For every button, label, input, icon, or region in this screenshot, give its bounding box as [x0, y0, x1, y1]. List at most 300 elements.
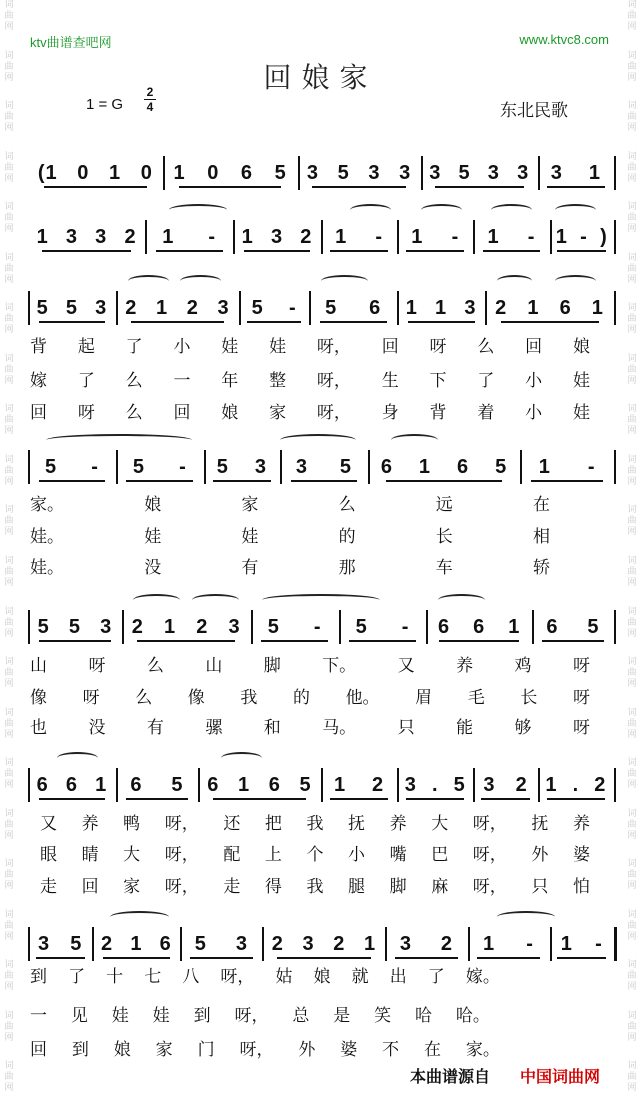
notation-bar	[397, 770, 473, 800]
lyric-syllable: 就	[351, 967, 369, 987]
watermark-char: 词	[4, 252, 14, 263]
note: 3	[254, 455, 267, 478]
note: 3	[487, 161, 500, 184]
watermark-char: 词	[4, 303, 14, 314]
watermark-char: 曲	[4, 112, 14, 123]
notation-row	[28, 158, 614, 188]
notation-bar	[116, 452, 204, 482]
lyric-syllable: 回	[381, 337, 399, 357]
lyric-syllable: 呀，	[220, 967, 255, 987]
lyric-syllable: 娃	[572, 371, 590, 391]
note: 3	[100, 615, 113, 638]
watermark-char: 词	[4, 859, 14, 870]
lyric-syllable: 背	[30, 337, 47, 357]
note: 1	[363, 932, 377, 955]
note: 3	[235, 932, 248, 955]
lyric-syllable: 么	[477, 337, 495, 357]
lyric-syllable: 的	[338, 527, 356, 547]
watermark-char: 网	[627, 578, 637, 589]
lyric-syllable: 我	[306, 814, 324, 834]
lyric-syllable: 哈。	[455, 1006, 490, 1026]
notation-bar	[198, 770, 321, 800]
barline	[180, 927, 182, 961]
note: 5	[274, 161, 287, 184]
watermark-char: 词	[627, 101, 637, 112]
watermark-char: 网	[4, 679, 14, 690]
watermark-char: 网	[4, 1083, 14, 1094]
watermark-char: 词	[4, 353, 14, 364]
watermark-char: 网	[4, 173, 14, 184]
notation-bar	[239, 293, 309, 323]
lyric-syllable: 又	[397, 656, 415, 676]
lyric-syllable: 起	[77, 337, 95, 357]
lyric-syllable: 哈	[415, 1006, 433, 1026]
lyric-line	[30, 490, 550, 514]
slur	[128, 275, 169, 287]
lyric-syllable: 姑	[275, 967, 293, 987]
lyric-syllable: 么	[125, 403, 143, 423]
lyric-syllable: 回	[173, 403, 191, 423]
lyric-syllable: 呀，	[472, 814, 507, 834]
note: -	[288, 296, 297, 319]
watermark-char: 网	[4, 780, 14, 791]
watermark-char: 曲	[627, 567, 637, 578]
note: 3	[517, 161, 530, 184]
note: 2	[131, 615, 144, 638]
lyric-syllable: 家	[269, 403, 287, 423]
lyric-syllable: 够	[514, 718, 532, 738]
note: -	[208, 225, 217, 248]
watermark-char: 词	[627, 859, 637, 870]
lyric-syllable: 娃	[144, 527, 162, 547]
lyric-syllable: 呀	[429, 337, 447, 357]
note: 2	[495, 296, 508, 319]
note: 3	[483, 773, 496, 796]
lyric-syllable: 了	[477, 371, 495, 391]
lyric-syllable: 像	[187, 688, 205, 708]
lyric-syllable: 小	[173, 337, 191, 357]
barline	[163, 156, 165, 190]
lyric-syllable: 娘	[144, 495, 162, 515]
slur	[321, 275, 368, 287]
lyric-syllable: 总	[292, 1006, 310, 1026]
watermark-site-right: www.ktvc8.com	[519, 32, 609, 47]
notation-bar	[163, 158, 298, 188]
note: 1	[527, 296, 540, 319]
watermark-char: 词	[4, 657, 14, 668]
lyric-syllable: 车	[435, 558, 453, 578]
watermark-char: 词	[4, 50, 14, 61]
notation-bar	[180, 929, 262, 959]
note: 3	[306, 161, 319, 184]
note: 5	[267, 615, 280, 638]
note: 3	[95, 296, 108, 319]
lyric-syllable: 娘	[572, 337, 590, 357]
slur	[46, 434, 193, 446]
time-signature-top: 2	[146, 85, 154, 99]
repeat-barline	[614, 927, 617, 961]
barline	[262, 927, 264, 961]
watermark-char: 曲	[627, 61, 637, 72]
notation-bar	[321, 770, 397, 800]
watermark-char: 词	[627, 808, 637, 819]
note: 6	[457, 455, 470, 478]
lyric-syllable: 了	[125, 337, 143, 357]
lyric-syllable: 走	[40, 877, 57, 897]
note: 5	[495, 455, 508, 478]
barline	[198, 768, 200, 802]
notation-row	[28, 612, 614, 642]
note: 5	[65, 296, 78, 319]
slur	[438, 594, 485, 606]
note: 2	[515, 773, 528, 796]
note: 1	[335, 225, 348, 248]
barline	[614, 768, 616, 802]
watermark-char: 曲	[627, 1021, 637, 1032]
lyric-syllable: 养	[81, 814, 99, 834]
time-signature-bottom: 4	[146, 100, 154, 114]
watermark-char: 网	[627, 780, 637, 791]
note: 5	[216, 455, 229, 478]
slur	[280, 434, 356, 446]
lyric-syllable: 嘴	[389, 845, 407, 865]
lyric-syllable: 娃	[572, 403, 590, 423]
watermark-char: 网	[627, 274, 637, 285]
note: 3	[464, 296, 477, 319]
notation-bar	[473, 222, 549, 252]
barline	[397, 291, 399, 325]
watermark-char: 曲	[4, 769, 14, 780]
note: 3	[429, 161, 442, 184]
note: 1	[109, 161, 122, 184]
note: 1	[435, 296, 448, 319]
side-watermark-left	[2, 0, 16, 1112]
note: 2	[440, 932, 454, 955]
lyric-syllable: 七	[144, 967, 162, 987]
note: 6	[369, 296, 382, 319]
barline	[251, 610, 253, 644]
note: 6	[240, 161, 254, 184]
key-signature: 1 = G	[86, 96, 124, 113]
lyric-syllable: 远	[435, 495, 453, 515]
note: 5	[587, 615, 600, 638]
composer: 东北民歌	[500, 101, 568, 121]
watermark-char: 词	[627, 758, 637, 769]
lyric-syllable: 得	[264, 877, 282, 897]
watermark-char: 词	[627, 1061, 637, 1072]
notation-row	[28, 222, 614, 252]
note: -	[580, 225, 588, 248]
watermark-char: 网	[627, 527, 637, 538]
lyric-syllable: 家	[123, 877, 141, 897]
note: .	[572, 773, 580, 796]
watermark-char: 词	[627, 303, 637, 314]
slur	[221, 752, 262, 764]
lyric-line	[30, 651, 590, 675]
lyric-syllable: 呀	[572, 718, 590, 738]
watermark-char: 曲	[627, 617, 637, 628]
watermark-char: 网	[4, 830, 14, 841]
note: 1	[162, 225, 175, 248]
note: 1	[487, 225, 500, 248]
barline	[368, 450, 370, 484]
watermark-char: 网	[4, 578, 14, 589]
notation-bar	[204, 452, 280, 482]
watermark-char: 网	[627, 628, 637, 639]
watermark-char: 曲	[627, 11, 637, 21]
watermark-char: 曲	[4, 162, 14, 173]
note: 3	[65, 225, 78, 248]
watermark-char: 曲	[627, 819, 637, 830]
notation-bar	[550, 929, 614, 959]
note: 5	[299, 773, 312, 796]
lyric-syllable: 娃	[152, 1006, 170, 1026]
note: -	[91, 455, 99, 478]
lyric-syllable: 山	[30, 656, 47, 676]
barline	[116, 291, 118, 325]
lyric-syllable: 嫁。	[465, 967, 500, 987]
note: 2	[333, 932, 346, 955]
watermark-char: 曲	[4, 11, 14, 21]
lyric-syllable: 鸡	[514, 656, 532, 676]
barline	[321, 220, 323, 254]
lyric-syllable: 么	[135, 688, 153, 708]
lyric-syllable: 只	[531, 877, 549, 897]
note: 3	[295, 455, 308, 478]
watermark-char: 词	[4, 1010, 14, 1021]
lyric-syllable: 呀，	[472, 877, 507, 897]
barline	[473, 768, 475, 802]
lyric-syllable: 了	[77, 371, 95, 391]
note: 6	[159, 932, 172, 955]
notation-bar	[28, 293, 116, 323]
note: 2	[186, 296, 199, 319]
watermark-char: 曲	[627, 718, 637, 729]
lyric-syllable: 到	[71, 1040, 89, 1060]
lyric-syllable: 骡	[205, 718, 223, 738]
watermark-char: 网	[627, 1032, 637, 1043]
lyric-syllable: 身	[381, 403, 399, 423]
lyric-syllable: 眉	[415, 688, 433, 708]
watermark-char: 曲	[4, 1072, 14, 1083]
lyric-syllable: 到	[30, 967, 47, 987]
note: 2	[271, 932, 284, 955]
watermark-char: 网	[627, 931, 637, 942]
barline	[28, 450, 30, 484]
watermark-char: 网	[4, 1032, 14, 1043]
lyric-syllable: 家。	[30, 495, 64, 515]
note: 1	[508, 615, 521, 638]
watermark-char: 曲	[4, 415, 14, 426]
barline	[473, 220, 475, 254]
note: 1	[418, 455, 432, 478]
lyric-line	[30, 1035, 500, 1059]
lyric-syllable: 回	[30, 1040, 47, 1060]
notation-bar	[233, 222, 321, 252]
barline	[614, 220, 616, 254]
note: 6	[473, 615, 486, 638]
note: )	[600, 225, 608, 248]
side-watermark-right	[625, 0, 639, 1112]
watermark-char: 网	[627, 72, 637, 83]
watermark-char: 词	[4, 1061, 14, 1072]
note: 2	[594, 773, 607, 796]
watermark-char: 曲	[627, 870, 637, 881]
lyric-syllable: 下	[429, 371, 447, 391]
slur	[497, 911, 556, 923]
note: 3	[368, 161, 381, 184]
lyric-syllable: 有	[241, 558, 259, 578]
note: 6	[65, 773, 78, 796]
song-title: 回娘家	[263, 61, 378, 94]
watermark-char: 曲	[4, 567, 14, 578]
barline	[468, 927, 470, 961]
lyric-syllable: 笑	[374, 1006, 392, 1026]
watermark-char: 曲	[4, 617, 14, 628]
note: 1	[130, 932, 143, 955]
lyric-syllable: 上	[264, 845, 282, 865]
watermark-char: 曲	[4, 971, 14, 982]
notation-bar	[262, 929, 385, 959]
footer-source-label: 本曲谱源自	[410, 1067, 491, 1086]
notation-bar	[251, 612, 339, 642]
watermark-char: 曲	[627, 314, 637, 325]
watermark-char: 网	[4, 224, 14, 235]
lyric-syllable: 马。	[322, 718, 357, 738]
lyric-syllable: 娃	[241, 527, 259, 547]
note: 5	[337, 161, 350, 184]
slur	[350, 204, 391, 216]
watermark-char: 曲	[4, 1021, 14, 1032]
lyric-syllable: 只	[397, 718, 415, 738]
watermark-char: 曲	[627, 162, 637, 173]
note: 5	[171, 773, 184, 796]
slur	[192, 594, 239, 606]
watermark-char: 曲	[627, 364, 637, 375]
note: 6	[36, 773, 49, 796]
lyric-syllable: 背	[429, 403, 447, 423]
watermark-char: 曲	[4, 213, 14, 224]
note: 6	[130, 773, 143, 796]
note: 5	[251, 296, 264, 319]
note: -	[527, 225, 536, 248]
watermark-char: 网	[627, 830, 637, 841]
note: 2	[300, 225, 313, 248]
lyric-syllable: 呀，	[164, 877, 199, 897]
watermark-char: 词	[4, 404, 14, 415]
watermark-char: 网	[4, 476, 14, 487]
notation-row	[28, 770, 614, 800]
note: 2	[372, 773, 385, 796]
watermark-char: 曲	[4, 819, 14, 830]
watermark-char: 网	[627, 982, 637, 993]
barline	[538, 768, 540, 802]
notation-bar	[28, 612, 122, 642]
note: 5	[325, 296, 338, 319]
note: 3	[95, 225, 108, 248]
lyric-syllable: 了	[427, 967, 445, 987]
note: -	[451, 225, 460, 248]
barline	[309, 291, 311, 325]
watermark-char: 词	[627, 1010, 637, 1021]
watermark-char: 曲	[627, 213, 637, 224]
watermark-char: 词	[4, 909, 14, 920]
lyric-syllable: 家	[155, 1040, 173, 1060]
note: 6	[207, 773, 220, 796]
note: -	[375, 225, 384, 248]
lyric-syllable: 么	[338, 495, 356, 515]
lyric-syllable: 怕	[572, 877, 590, 897]
barline	[339, 610, 341, 644]
watermark-char: 词	[627, 556, 637, 567]
barline	[550, 220, 552, 254]
lyric-syllable: 回	[81, 877, 99, 897]
note: 1	[36, 225, 49, 248]
slur	[57, 752, 98, 764]
note: 6	[546, 615, 559, 638]
watermark-char: 词	[4, 758, 14, 769]
note: 5	[68, 615, 81, 638]
note: 3	[550, 161, 563, 184]
lyric-syllable: 外	[298, 1040, 316, 1060]
note: -	[595, 932, 603, 955]
note: 3	[38, 932, 51, 955]
watermark-char: 词	[627, 252, 637, 263]
slur	[555, 204, 596, 216]
watermark-char: 词	[627, 960, 637, 971]
watermark-char: 网	[627, 1083, 637, 1094]
notation-row	[28, 452, 614, 482]
slur	[180, 275, 221, 287]
lyric-syllable: 么	[125, 371, 143, 391]
lyric-syllable: 大	[123, 845, 141, 865]
lyric-syllable: 是	[333, 1006, 351, 1026]
lyric-line	[30, 1001, 490, 1025]
barline	[28, 768, 30, 802]
lyric-syllable: 养	[456, 656, 474, 676]
lyric-syllable: 在	[424, 1040, 442, 1060]
barline	[532, 610, 534, 644]
watermark-char: 曲	[4, 61, 14, 72]
lyric-syllable: 没	[88, 718, 106, 738]
lyric-syllable: 也	[30, 718, 47, 738]
lyric-syllable: 抚	[348, 814, 366, 834]
note: -	[179, 455, 187, 478]
note: 5	[194, 932, 207, 955]
lyric-syllable: 门	[197, 1040, 215, 1060]
notation-bar	[28, 770, 116, 800]
note: 3	[404, 773, 417, 796]
watermark-char: 词	[627, 707, 637, 718]
footer-source-site: 中国词曲网	[520, 1067, 601, 1086]
watermark-char: 网	[4, 729, 14, 740]
lyric-line	[30, 332, 590, 356]
barline	[485, 291, 487, 325]
watermark-char: 网	[4, 123, 14, 134]
lyric-syllable: 毛	[467, 688, 485, 708]
note: .	[431, 773, 439, 796]
note: 3	[270, 225, 284, 248]
note: 5	[36, 296, 49, 319]
note: 5	[458, 161, 471, 184]
barline	[298, 156, 300, 190]
notation-bar	[468, 929, 550, 959]
watermark-char: 网	[4, 325, 14, 336]
lyric-line	[30, 683, 590, 707]
note: 5	[132, 455, 146, 478]
watermark-char: 词	[627, 505, 637, 516]
notation-bar	[309, 293, 397, 323]
